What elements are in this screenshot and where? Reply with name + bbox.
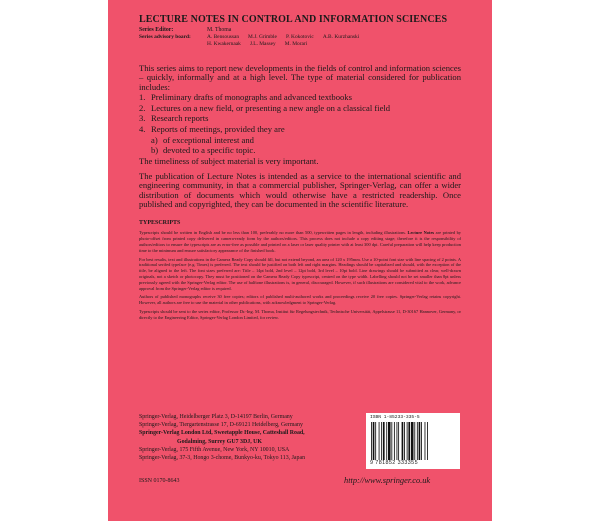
barcode-bar: [371, 422, 372, 460]
barcode-bar: [397, 422, 398, 460]
ts1-bold-text: Lecture Notes: [407, 230, 435, 236]
timeliness-note: The timeliness of subject material is very important.: [139, 155, 319, 166]
typescripts-paragraph-3: Authors of published monographs receive 30 free copies; editors of published multi-authored works and proceedings receive 20 free copies. Springer-Verlag retains copyright. However, all authors are free to use the material in other publications, with acknowledgment to Springer-Verlag.: [139, 294, 461, 306]
list-item: [151, 145, 461, 156]
barcode-bar: [419, 422, 421, 460]
list-item: [139, 124, 461, 135]
barcode-bar: [379, 422, 380, 460]
barcode-bar: [425, 422, 426, 460]
barcode-bar: [398, 422, 399, 460]
barcode-box: [366, 413, 460, 469]
board-member: M. Morari: [284, 41, 308, 47]
list-item: [139, 92, 461, 103]
barcode-bar: [391, 422, 392, 460]
list-number: 3.: [139, 113, 146, 124]
intro-paragraph: This series aims to report new developments in the fields of control and information sciences – quickly, informally and at a high level. The type of material considered for publication includes:: [139, 63, 461, 92]
list-number: 4.: [139, 124, 146, 134]
material-list: [139, 92, 461, 134]
publication-paragraph: The publication of Lecture Notes is intended as a service to the international scientific and engineering community, in that a commercial publisher, Springer-Verlag, can offer a wider distribution of documents which would otherwise have a restricted readership. Once published and copyrighted, they can be documented in the scientific literature.: [139, 170, 461, 209]
list-text: Preliminary drafts of monographs and advanced textbooks: [151, 92, 352, 103]
list-text: of exceptional interest and: [163, 134, 254, 145]
typescripts-heading: TYPESCRIPTS: [139, 220, 181, 227]
board-member: J.L. Massey: [249, 41, 276, 47]
barcode-bar: [404, 422, 405, 460]
barcode-bar: [394, 422, 395, 460]
address-line: Godalming, Surrey GU7 3DJ, UK: [177, 438, 262, 445]
barcode-bar: [408, 422, 410, 460]
barcode-image: [370, 422, 456, 460]
list-item: [139, 103, 461, 114]
isbn-text: ISBN 1-85233-335-5: [370, 415, 420, 420]
list-number: 1.: [139, 92, 146, 103]
barcode-bar: [373, 422, 375, 460]
material-sublist: [139, 135, 461, 156]
series-title: LECTURE NOTES IN CONTROL AND INFORMATION SCIENCES: [139, 14, 448, 25]
barcode-bar: [375, 422, 376, 460]
barcode-digits: 9 781852 333355: [370, 460, 418, 466]
list-number: 2.: [139, 102, 146, 113]
typescripts-paragraph-4: Typescripts should be sent to the series editor, Professor Dr.-Ing. M. Thoma, Institut für Regelungstechnik, Technische Universität, Appelstrasse 11, D-30167 Hannover, Germany, or directly to the Engineering Editor, Springer-Verlag London Limited, for review.: [139, 308, 461, 320]
board-member: A. Bensoussan: [207, 34, 240, 40]
barcode-bar: [381, 422, 382, 460]
address-line: Springer-Verlag, 37-3, Hongo 3-chome, Bunkyo-ku, Tokyo 113, Japan: [139, 455, 306, 462]
barcode-bar: [427, 422, 428, 460]
barcode-bar: [388, 422, 391, 460]
address-line: Springer-Verlag, Tiergartenstrasse 17, D-69121 Heidelberg, Germany: [139, 422, 303, 429]
barcode-bar: [383, 422, 385, 460]
barcode-bar: [411, 422, 414, 460]
typescripts-paragraph-2: For best results, text and illustrations in the Camera Ready Copy should fill, but not extend beyond, an area of 120 x 195mm. Use a 10-point font size with line spacing of 2 points. A traditional serifed typeface (e.g. Times) is preferred. The text should be justified on both left and right margins. Headings should be capitalized and should, with the exception of the title, be aligned to the left. The font sizes preferred are: Title – 14pt bold, 2nd level – 12pt bold, 3rd level – 10pt bold. Line drawings should be submitted as clear, well-drawn originals, not a sketch or photocopy. They must be positioned on the Camera Ready Copy typescript, centred on the type width. Labelling should not be set smaller than 8pt unless previously agreed with the Springer-Verlag editor. The use of halftone illustrations is, in general, discouraged. However, if such illustrations are considered vital to the work, advance approval from the Springer-Verlag editor is required.: [139, 256, 461, 291]
board-member: A.B. Kurzhanski: [322, 34, 360, 40]
barcode-bar: [421, 422, 422, 460]
ts1-text: Typescripts should be written in English and be no less than 100, preferably no more than 500, typewritten pages in length, including illustrations.: [139, 230, 408, 236]
advisory-board-names: [207, 34, 368, 48]
back-cover: [108, 0, 492, 521]
list-item: [139, 113, 461, 124]
address-line: Springer-Verlag, Heidelberger Platz 3, D-14197 Berlin, Germany: [139, 414, 293, 420]
publisher-addresses: [139, 413, 369, 462]
list-number: a): [151, 134, 158, 145]
publisher-url[interactable]: http://www.springer.co.uk: [344, 476, 431, 485]
typescripts-paragraph-1: [139, 230, 461, 253]
series-editor-label: Series Editor:: [139, 27, 174, 33]
list-text: devoted to a specific topic.: [163, 145, 256, 156]
barcode-bar: [386, 422, 387, 460]
series-editor-row: [139, 27, 461, 34]
barcode-bar: [417, 422, 418, 460]
list-text: Lectures on a new field, or presenting a new angle on a classical field: [151, 102, 391, 113]
board-member: P. Kokotovic: [285, 34, 314, 40]
board-member: M.J. Grimble: [248, 34, 277, 40]
advisory-board-line-2: [207, 41, 368, 48]
advisory-board-label: Series advisory board:: [139, 34, 191, 40]
advisory-board-row: [139, 34, 461, 48]
list-text: Reports of meetings, provided they are: [151, 124, 285, 134]
issn-text: ISSN 0170-8643: [139, 478, 180, 484]
list-item: [151, 135, 461, 146]
series-editor-name: M. Thoma: [207, 27, 232, 33]
address-line: Springer-Verlag, 175 Fifth Avenue, New York, NY 10010, USA: [139, 446, 290, 453]
barcode-bar: [402, 422, 404, 460]
list-number: b): [151, 145, 159, 156]
board-member: H. Kwakernaak: [207, 41, 241, 47]
ts1-text-end: are printed by photo-offset from printed copy delivered in camera-ready form by the authors/editors. This process does not include a copy editing stage; therefore it is the responsibility of authors/editors to ensure the typescripts are as error-free as possible and printed on a laser or laser quality printer with at least 300 dpi. Careful preparation will help keep production time to the minimum and ensure satisfactory appearance of the finished book.: [139, 230, 461, 253]
advisory-board-line-1: [207, 34, 368, 41]
cover-content: [139, 14, 461, 321]
barcode-bar: [407, 422, 408, 460]
address-line: Springer-Verlag London Ltd, Sweetapple House, Catteshall Road,: [139, 430, 305, 437]
list-text: Research reports: [151, 113, 209, 124]
barcode-bar: [414, 422, 415, 460]
